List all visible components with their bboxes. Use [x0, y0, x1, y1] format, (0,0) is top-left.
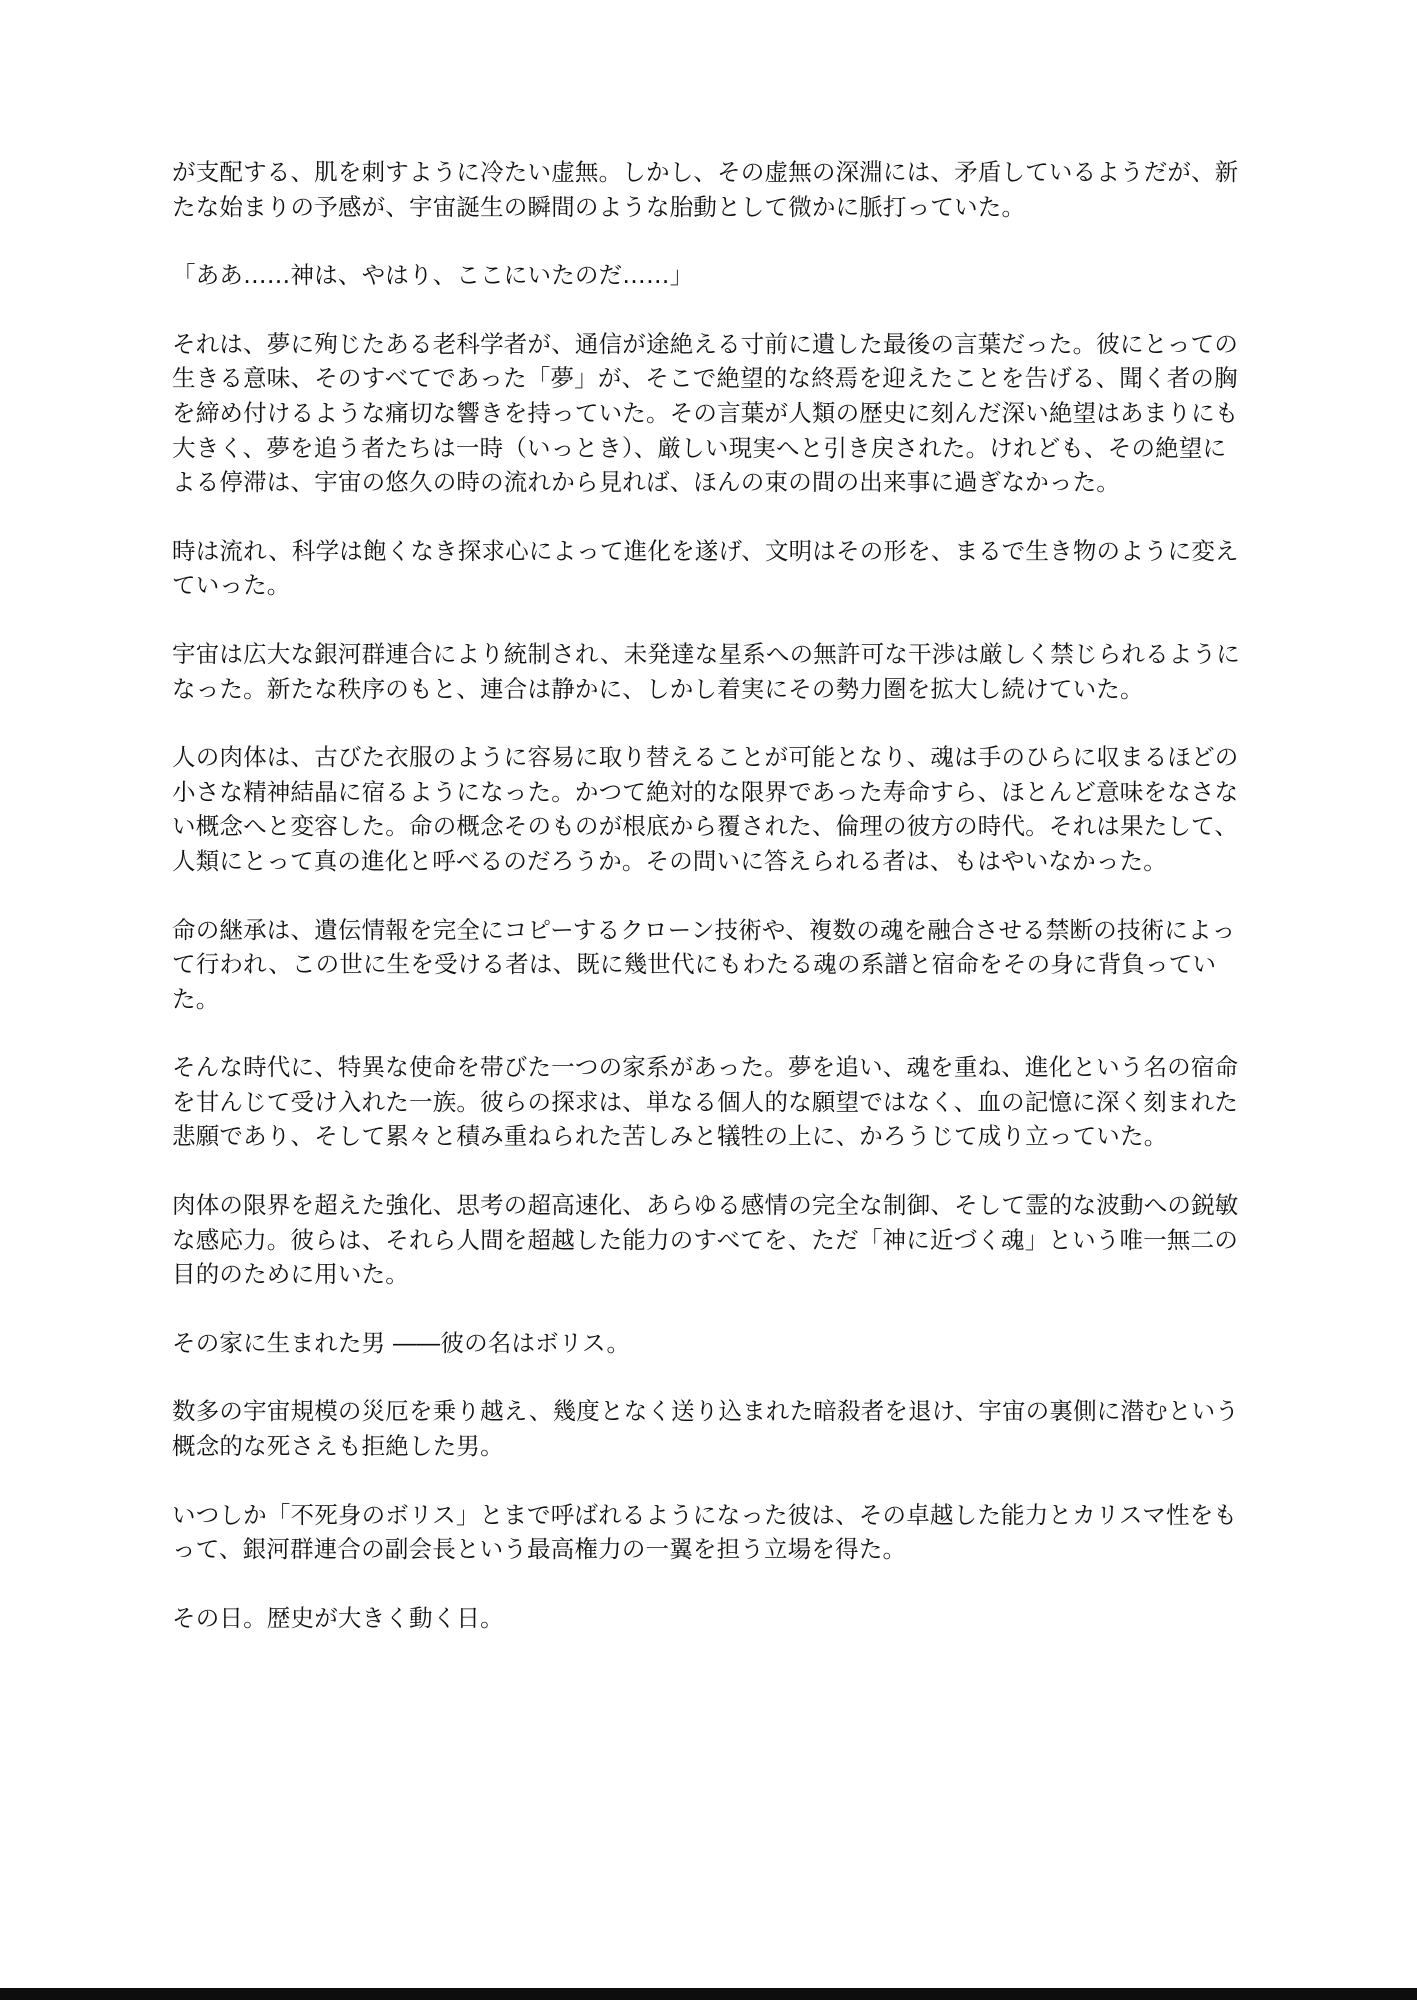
- paragraph-9: 肉体の限界を超えた強化、思考の超高速化、あらゆる感情の完全な制御、そして霊的な波動への鋭敏な感応力。彼らは、それら人間を超越した能力のすべてを、ただ「神に近づく魂」という唯一無二の目的のために用いた。: [172, 1191, 1239, 1289]
- paragraph-11: 数多の宇宙規模の災厄を乗り越え、幾度となく送り込まれた暗殺者を退け、宇宙の裏側に潜むという概念的な死さえも拒絶した男。: [172, 1397, 1239, 1461]
- paragraph-1: が支配する、肌を刺すように冷たい虚無。しかし、その虚無の深淵には、矛盾しているようだが、新たな始まりの予感が、宇宙誕生の瞬間のような胎動として微かに脈打っていた。: [172, 158, 1239, 221]
- body-text: [172, 155, 1247, 1669]
- paragraph-6: 人の肉体は、古びた衣服のように容易に取り替えることが可能となり、魂は手のひらに収まるほどの小さな精神結晶に宿るようになった。かつて絶対的な限界であった寿命すら、ほとんど意味をなさない概念へと変容した。命の概念そのものが根底から覆された、倫理の彼方の時代。それは果たして、人類にとって真の進化と呼べるのだろうか。その問いに答えられる者は、もはやいなかった。: [172, 743, 1239, 875]
- paragraph-3: それは、夢に殉じたある老科学者が、通信が途絶える寸前に遺した最後の言葉だった。彼にとっての生きる意味、そのすべてであった「夢」が、そこで絶望的な終焉を迎えたことを告げる、聞く者の胸を締め付けるような痛切な響きを持っていた。その言葉が人類の歴史に刻んだ深い絶望はあまりにも大きく、夢を追う者たちは一時（いっとき）、厳しい現実へと引き戻された。けれども、その絶望による停滞は、宇宙の悠久の時の流れから見れば、ほんの束の間の出来事に過ぎなかった。: [172, 329, 1239, 497]
- paragraph-2-dialogue: 「ああ……神は、やはり、ここにいたのだ……」: [172, 261, 694, 290]
- bottom-edge-bar: [0, 1988, 1417, 2000]
- paragraph-10: その家に生まれた男 ――彼の名はボリス。: [172, 1328, 631, 1357]
- paragraph-8: そんな時代に、特異な使命を帯びた一つの家系があった。夢を追い、魂を重ね、進化という名の宿命を甘んじて受け入れた一族。彼らの探求は、単なる個人的な願望ではなく、血の記憶に深く刻まれた悲願であり、そして累々と積み重ねられた苦しみと犠牲の上に、かろうじて成り立っていた。: [172, 1053, 1239, 1151]
- paragraph-12: いつしか「不死身のボリス」とまで呼ばれるようになった彼は、その卓越した能力とカリスマ性をもって、銀河群連合の副会長という最高権力の一翼を担う立場を得た。: [172, 1500, 1238, 1564]
- paragraph-7: 命の継承は、遺伝情報を完全にコピーするクローン技術や、複数の魂を融合させる禁断の技術によって行われ、この世に生を受ける者は、既に幾世代にもわたる魂の系譜と宿命をその身に背負っていた。: [172, 915, 1236, 1013]
- paragraph-13: その日。歴史が大きく動く日。: [172, 1603, 504, 1632]
- paragraph-4: 時は流れ、科学は飽くなき探求心によって進化を遂げ、文明はその形を、まるで生き物のように変えていった。: [172, 536, 1239, 600]
- paragraph-5: 宇宙は広大な銀河群連合により統制され、未発達な星系への無許可な干渉は厳しく禁じられるようになった。新たな秩序のもと、連合は静かに、しかし着実にその勢力圏を拡大し続けていた。: [172, 639, 1240, 703]
